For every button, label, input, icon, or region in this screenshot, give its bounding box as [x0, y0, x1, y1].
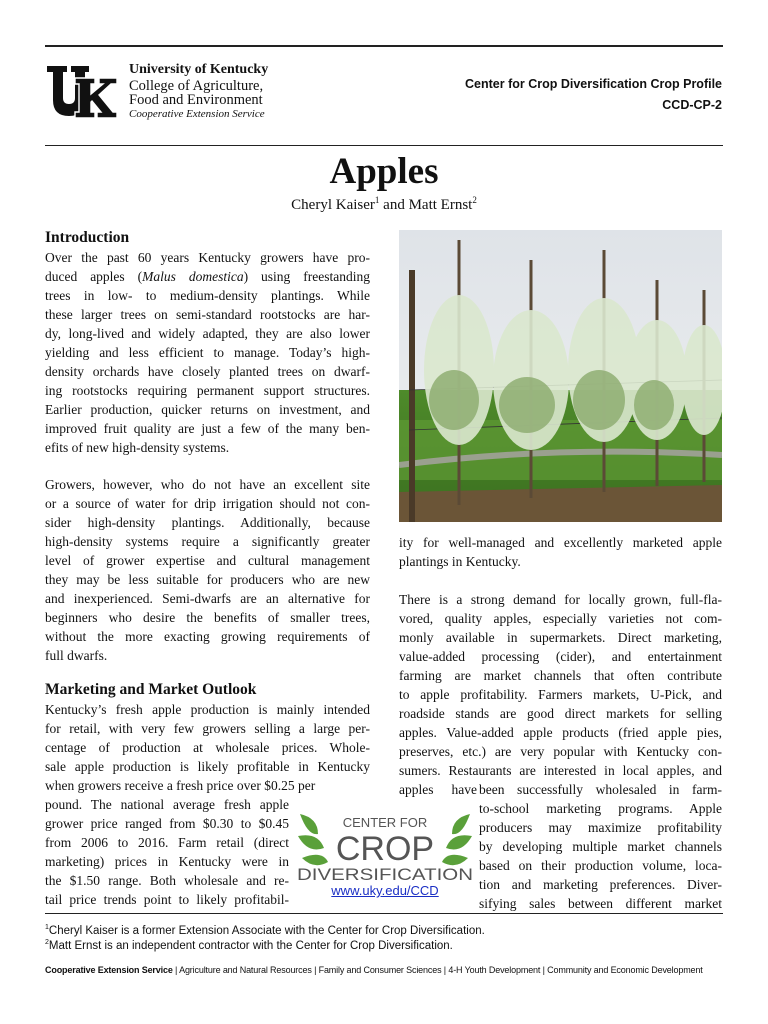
leaf-right-icon [442, 814, 472, 865]
ccd-line-1: CENTER FOR [342, 815, 428, 830]
university-name: University of Kentucky [129, 62, 269, 77]
author-1: Cheryl Kaiser [291, 197, 375, 213]
text-line: plantings in Kentucky. [399, 554, 521, 569]
text-line: tail price trends point to likely profitabil- [45, 892, 289, 907]
marketing-paragraph-1 [45, 700, 370, 795]
text-line: these larger trees on semi-standard rootstocks are har- [45, 307, 370, 322]
text-line: density orchards have closely planted trees on dwarf- [45, 364, 370, 379]
marketing-paragraph-2 [399, 590, 722, 780]
ccd-line-2: CROP [335, 830, 435, 868]
text-line: monly available in supermarkets. Direct marketing, [399, 630, 722, 645]
text-line: high-density systems require a significantly greater [45, 534, 370, 549]
text-line: to-school marketing programs. Apple [479, 801, 722, 816]
page-title: Apples [329, 151, 439, 192]
text-line: for retail, with very few growers selling a large per- [45, 721, 370, 736]
marketing-paragraph-1-wrap [45, 795, 289, 909]
text-line: tion and marketing preferences. Diver- [479, 877, 722, 892]
marketing-paragraph-2-wrap [479, 780, 722, 913]
apple-orchard-photo [399, 230, 722, 522]
text-line: from 2006 to 2016. Farm retail (direct [45, 835, 289, 850]
text-line: ity for well-managed and excellently marketed apple [399, 535, 722, 550]
college-line-1: College of Agriculture, [129, 78, 264, 94]
introduction-heading: Introduction [45, 229, 130, 246]
text-line: grower price ranged from $0.30 to $0.45 [45, 816, 289, 831]
text-line: efits of new high-density systems. [45, 440, 230, 455]
marketing-paragraph-1-continued [399, 533, 722, 571]
text-line: Kentucky’s fresh apple production is mainly intended [45, 702, 370, 717]
text-line: ing rootstocks requiring permanent support structures. [45, 383, 370, 398]
footnote-1-text: Cheryl Kaiser is a former Extension Associate with the Center for Crop Diversification. [48, 924, 485, 937]
text-line: without the more exacting growing requirements of [45, 629, 370, 644]
author-1-footnote-marker: 1 [374, 195, 380, 205]
header-rule [45, 145, 723, 146]
top-rule [45, 45, 723, 47]
footnote-2-marker: 2 [45, 939, 49, 946]
text-line: full dwarfs. [45, 648, 108, 663]
footnote-2 [45, 939, 453, 952]
uk-logo [45, 64, 117, 120]
text-line: by developing multiple market channels [479, 839, 722, 854]
text-line: when growers receive a fresh price over $0.25 per [45, 778, 316, 793]
marketing-heading: Marketing and Market Outlook [45, 681, 257, 698]
author-2-footnote-marker: 2 [472, 195, 477, 205]
text-line: sale apple production is likely profitable in Kentucky [45, 759, 370, 774]
text-line: vored, quality apples, especially varieties not com- [399, 611, 722, 626]
extension-service: Cooperative Extension Service [129, 108, 265, 120]
footnote-1-marker: 1 [45, 924, 49, 931]
text-line: apples have [399, 782, 477, 797]
text-line: sifying sales between different market [479, 896, 722, 911]
center-profile-label: Center for Crop Diversification Crop Profile [465, 77, 722, 91]
text-line: pound. The national average fresh apple [45, 797, 289, 812]
text-line: trees in low- to medium-density plantings. While [45, 288, 370, 303]
text-line: or a source of water for drip irrigation should not con- [45, 496, 370, 511]
ccd-website-link[interactable]: www.uky.edu/CCD [331, 883, 439, 898]
text-line: yielding and less efficient to manage. Today’s high- [45, 345, 370, 360]
footnote-rule [45, 913, 723, 914]
text-line: beginners who desire the benefits of smaller trees, [45, 610, 370, 625]
text-line: dy, long-lived and widely adapted, they are also lower [45, 326, 370, 341]
species-name: Malus domestica [142, 269, 244, 284]
text-line: farming are market channels that often contribute [399, 668, 722, 683]
text-line: preserves, etc.) are very popular with Kentucky con- [399, 744, 722, 759]
text-line: roadside stands are good direct markets for selling [399, 706, 722, 721]
text-line: Growers, however, who do not have an excellent site [45, 477, 370, 492]
author-2: Matt Ernst [408, 197, 473, 213]
authors-line [0, 195, 768, 214]
text-line: level of grower expertise and cultural management [45, 553, 370, 568]
marketing-paragraph-2-wrap-start [399, 780, 477, 799]
text-line: to apple profitability. Farmers markets, U-Pick, and [399, 687, 722, 702]
ccd-line-3: DIVERSIFICATION [297, 865, 473, 884]
text-line: apples. Value-added apple products (fried apple pies, [399, 725, 722, 740]
text-line: value-added processing (cider), and entertainment [399, 649, 722, 664]
text-line: sumers. Restaurants are interested in local apples, and [399, 763, 722, 778]
text-line: improved fruit quality are just a few of the many ben- [45, 421, 370, 436]
profile-code: CCD-CP-2 [662, 98, 722, 112]
text-line: based on their production volume, loca- [479, 858, 722, 873]
text-line: and inexperienced. Semi-dwarfs are an alternative for [45, 591, 370, 606]
text-line: marketing) prices in Kentucky were in [45, 854, 289, 869]
authors-conjunction: and [379, 197, 409, 213]
footer-program-list: | Agriculture and Natural Resources | Family and Consumer Sciences | 4-H Youth Development | Community and Economic Development [172, 965, 703, 975]
footer-programs [45, 965, 723, 975]
text-line: been successfully wholesaled in farm- [479, 782, 722, 797]
text-line: Earlier production, quicker returns on investment, and [45, 402, 370, 417]
text-line: producers may maximize profitability [479, 820, 722, 835]
text-line: duced apples (Malus domestica) using freestanding [45, 269, 370, 284]
introduction-paragraph-1 [45, 248, 370, 457]
text-line: There is a strong demand for locally grown, full-fla- [399, 592, 722, 607]
footnote-2-text: Matt Ernst is an independent contractor with the Center for Crop Diversification. [48, 939, 453, 952]
text-line: they may be less suitable for producers who are new [45, 572, 370, 587]
footer-service: Cooperative Extension Service [45, 965, 173, 975]
text-line: the $1.50 range. Both wholesale and re- [45, 873, 289, 888]
introduction-paragraph-2 [45, 475, 370, 665]
leaf-left-icon [298, 814, 328, 865]
profile-header [465, 74, 722, 116]
text-line: Over the past 60 years Kentucky growers have pro- [45, 250, 370, 265]
text-line: centage of production at wholesale prices. Whole- [45, 740, 370, 755]
text-line: sider high-density plantings. Additionally, because [45, 515, 370, 530]
footnote-1 [45, 924, 485, 937]
college-line-2: Food and Environment [129, 92, 263, 108]
